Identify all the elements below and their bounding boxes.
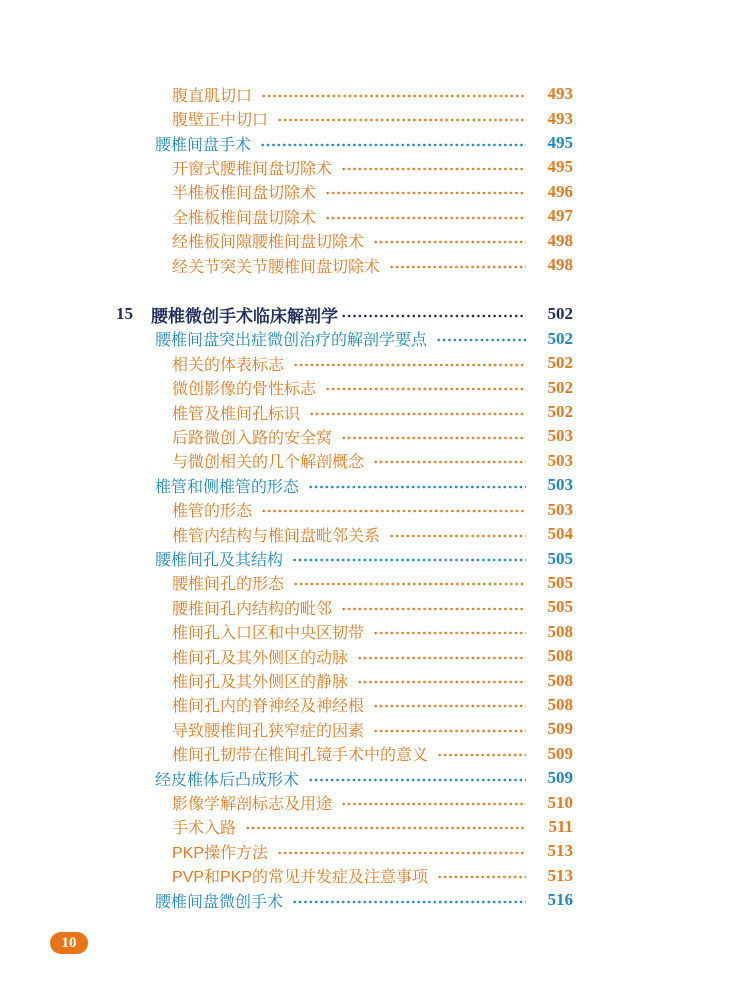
toc-entry (116, 864, 573, 888)
toc-list (116, 82, 573, 912)
toc-entry-label: 影像学解剖标志及用途 (172, 796, 333, 814)
toc-entry (116, 888, 573, 912)
toc-entry-label: 椎管及椎间孔标识 (172, 405, 301, 423)
dot-leader (437, 875, 526, 879)
toc-entry-page: 503 (547, 426, 573, 446)
toc-entry (116, 693, 573, 717)
toc-entry-page: 502 (547, 328, 573, 348)
toc-entry (116, 815, 573, 839)
toc-entry (116, 766, 573, 790)
toc-entry-page: 505 (547, 572, 573, 592)
toc-entry-label: 手术入路 (172, 820, 237, 838)
toc-entry-label: 椎间孔韧带在椎间孔镜手术中的意义 (172, 747, 429, 765)
toc-entry-label: 腰椎间孔的形态 (172, 576, 285, 594)
dot-leader (309, 412, 526, 416)
dot-leader (260, 143, 526, 147)
toc-entry-page: 502 (547, 304, 573, 324)
toc-entry-page: 510 (547, 792, 573, 812)
toc-entry-label: 椎间孔内的脊神经及神经根 (172, 698, 365, 716)
toc-entry-page: 504 (547, 524, 573, 544)
toc-entry-label: 半椎板椎间盘切除术 (172, 185, 317, 203)
dot-leader (325, 216, 526, 220)
toc-entry-page: 495 (547, 133, 573, 153)
toc-entry-label: 导致腰椎间孔狭窄症的因素 (172, 722, 365, 740)
toc-entry (116, 595, 573, 619)
dot-leader (357, 680, 526, 684)
dot-leader (277, 851, 526, 855)
toc-entry-page: 509 (547, 768, 573, 788)
toc-entry-page: 505 (547, 548, 573, 568)
toc-entry-page: 503 (547, 499, 573, 519)
toc-entry (116, 571, 573, 595)
toc-entry-label: 椎间孔及其外侧区的动脉 (172, 649, 349, 667)
toc-entry (116, 668, 573, 692)
toc-entry-label: PVP和PKP的常见并发症及注意事项 (172, 869, 429, 887)
toc-entry-page: 513 (547, 841, 573, 861)
toc-entry (116, 131, 573, 155)
toc-entry-page: 502 (547, 353, 573, 373)
toc-entry-label: 椎管内结构与椎间盘毗邻关系 (172, 527, 381, 545)
toc-entry-label: 椎间孔入口区和中央区韧带 (172, 625, 365, 643)
toc-entry (116, 400, 573, 424)
toc-entry (116, 546, 573, 570)
toc-entry-page: 509 (547, 743, 573, 763)
toc-entry-page: 508 (547, 646, 573, 666)
dot-leader (293, 363, 526, 367)
dot-leader (341, 167, 526, 171)
toc-entry-label: 后路微创入路的安全窝 (172, 429, 333, 447)
toc-entry-label: 腰椎间孔内结构的毗邻 (172, 600, 333, 618)
page-number-badge: 10 (50, 932, 88, 954)
dot-leader (341, 436, 526, 440)
toc-entry (116, 204, 573, 228)
toc-entry-page: 508 (547, 621, 573, 641)
dot-leader (292, 900, 526, 904)
toc-entry-label: 腰椎间盘微创手术 (155, 893, 284, 911)
toc-entry (116, 228, 573, 252)
toc-entry (116, 155, 573, 179)
dot-leader (308, 778, 526, 782)
toc-entry (116, 717, 573, 741)
toc-entry-page: 495 (547, 157, 573, 177)
toc-entry (116, 302, 573, 326)
toc-entry-label: 与微创相关的几个解剖概念 (172, 454, 365, 472)
dot-leader (261, 94, 526, 98)
toc-entry-label: 经椎板间隙腰椎间盘切除术 (172, 234, 365, 252)
chapter-number: 15 (116, 304, 133, 324)
toc-entry-page: 498 (547, 255, 573, 275)
toc-entry-page: 503 (547, 475, 573, 495)
toc-entry-page: 502 (547, 402, 573, 422)
dot-leader (341, 607, 526, 611)
toc-entry (116, 644, 573, 668)
toc-entry-label: 腹直肌切口 (172, 87, 253, 105)
dot-leader (437, 753, 526, 757)
dot-leader (293, 582, 526, 586)
toc-entry-label: 腰椎微创手术临床解剖学 (151, 306, 338, 326)
toc-entry-page: 509 (547, 719, 573, 739)
toc-entry (116, 790, 573, 814)
dot-leader (308, 485, 526, 489)
toc-entry (116, 82, 573, 106)
toc-entry-page: 505 (547, 597, 573, 617)
toc-entry-page: 493 (547, 108, 573, 128)
toc-entry-label: 椎管的形态 (172, 503, 253, 521)
toc-entry (116, 839, 573, 863)
toc-entry-label: PKP操作方法 (172, 844, 269, 862)
toc-entry-page: 503 (547, 450, 573, 470)
toc-entry-label: 腰椎间盘手术 (155, 136, 252, 154)
dot-leader (341, 802, 526, 806)
dot-leader (389, 534, 526, 538)
toc-entry (116, 449, 573, 473)
dot-leader (325, 387, 526, 391)
toc-entry (116, 375, 573, 399)
dot-leader (389, 265, 526, 269)
toc-entry-label: 相关的体表标志 (172, 356, 285, 374)
toc-entry-page: 508 (547, 670, 573, 690)
toc-entry-label: 经皮椎体后凸成形术 (155, 771, 300, 789)
toc-entry (116, 180, 573, 204)
toc-entry (116, 522, 573, 546)
toc-entry-label: 腹壁正中切口 (172, 112, 269, 130)
dot-leader (325, 191, 526, 195)
toc-entry (116, 620, 573, 644)
toc-entry (116, 473, 573, 497)
dot-leader (292, 558, 526, 562)
toc-entry-label: 微创影像的骨性标志 (172, 381, 317, 399)
toc-entry (116, 106, 573, 130)
toc-entry-page: 513 (547, 865, 573, 885)
dot-leader (373, 460, 526, 464)
toc-entry-page: 516 (547, 890, 573, 910)
dot-leader (373, 240, 526, 244)
dot-leader (373, 704, 526, 708)
dot-leader (277, 118, 526, 122)
toc-entry-page: 502 (547, 377, 573, 397)
toc-entry-label: 腰椎间孔及其结构 (155, 552, 284, 570)
toc-entry-label: 全椎板椎间盘切除术 (172, 209, 317, 227)
dot-leader (357, 656, 526, 660)
toc-entry (116, 498, 573, 522)
dot-leader (261, 509, 526, 513)
toc-entry (116, 424, 573, 448)
toc-entry-page: 497 (547, 206, 573, 226)
toc-entry-page: 493 (547, 84, 573, 104)
dot-leader (373, 729, 526, 733)
dot-leader (245, 826, 526, 830)
toc-entry (116, 327, 573, 351)
toc-entry-page: 496 (547, 181, 573, 201)
toc-entry-label: 经关节突关节腰椎间盘切除术 (172, 258, 381, 276)
toc-entry-page: 511 (548, 816, 573, 836)
dot-leader (373, 631, 526, 635)
toc-entry (116, 742, 573, 766)
toc-entry-label: 椎间孔及其外侧区的静脉 (172, 674, 349, 692)
toc-entry (116, 253, 573, 277)
toc-entry (116, 351, 573, 375)
toc-entry-page: 498 (547, 230, 573, 250)
dot-leader (341, 314, 526, 318)
toc-entry-page: 508 (547, 694, 573, 714)
dot-leader (436, 338, 526, 342)
toc-entry-label: 腰椎间盘突出症微创治疗的解剖学要点 (155, 332, 428, 350)
toc-entry-label: 开窗式腰椎间盘切除术 (172, 160, 333, 178)
toc-entry-label: 椎管和侧椎管的形态 (155, 478, 300, 496)
